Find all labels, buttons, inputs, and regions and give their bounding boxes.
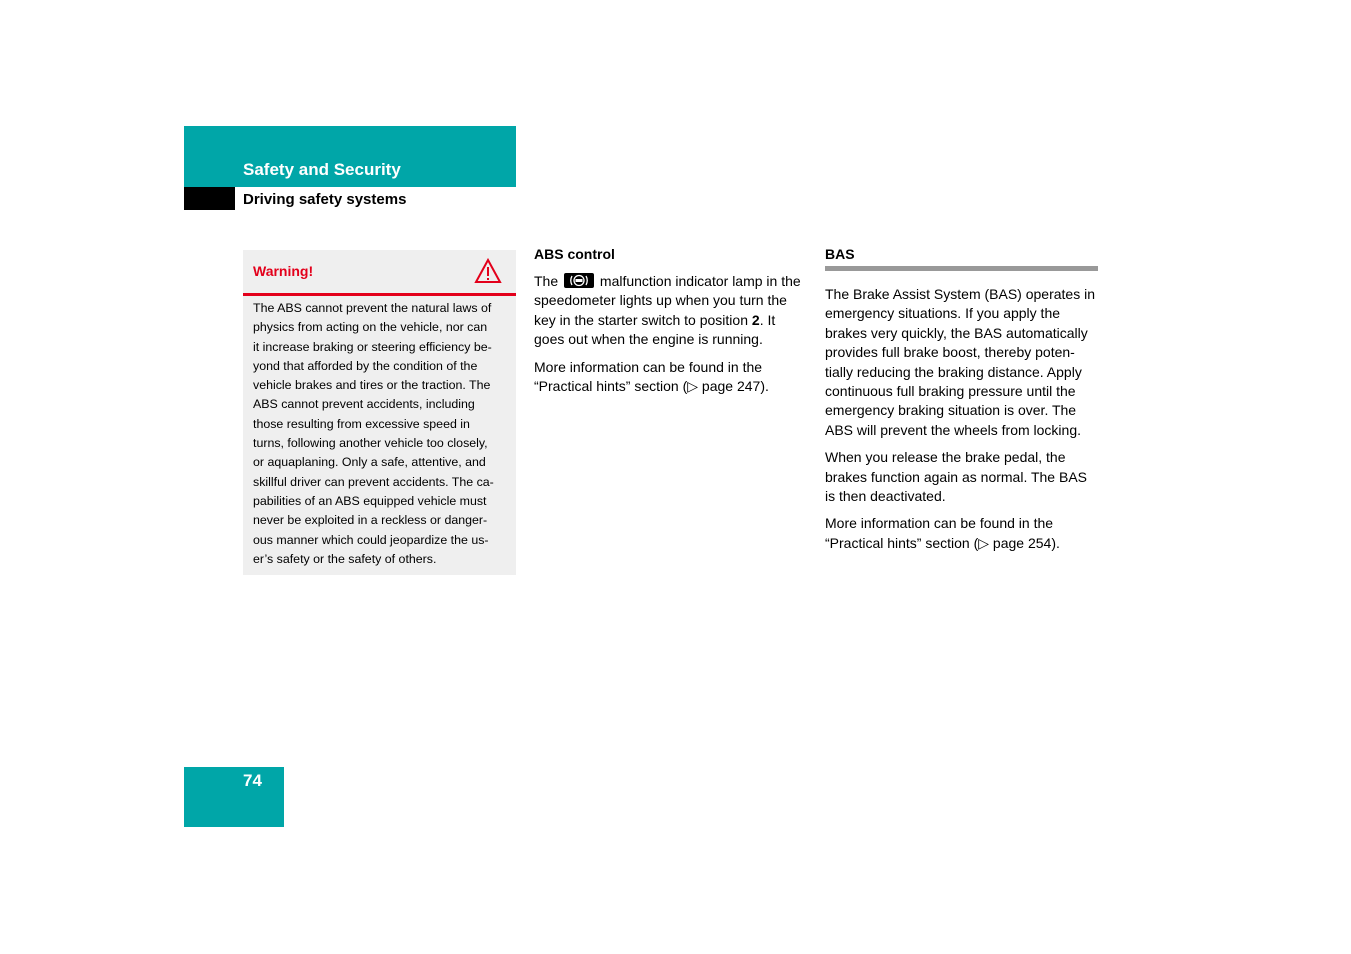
bas-heading-rule (825, 266, 1098, 271)
warning-label: Warning! (253, 263, 314, 279)
page-number-band (184, 767, 284, 827)
warning-line: vehicle brakes and tires or the traction. The (253, 378, 491, 393)
warning-line: yond that afforded by the condition of the (253, 358, 478, 373)
warning-line: ABS cannot prevent accidents, including (253, 397, 475, 412)
subsection-title: Driving safety systems (243, 191, 407, 208)
warning-line: skillful driver can prevent accidents. The ca- (253, 474, 494, 489)
warning-header (243, 250, 516, 296)
bas-section (825, 245, 1098, 561)
warning-line: it increase braking or steering efficiency be- (253, 339, 492, 354)
abs-indicator-icon (564, 273, 594, 288)
abs-control-section (534, 245, 809, 404)
warning-triangle-icon (474, 258, 502, 284)
bas-paragraph-2: When you release the brake pedal, the brakes function again as normal. The BAS is then deactivated. (825, 449, 1088, 505)
bas-paragraph-1: The Brake Assist System (BAS) operates in emergency situations. If you apply the brakes very quickly, the BAS automatically provides full brake boost, thereby poten-tially reducing the braking distance. Apply continuous full braking pressure until the emergency braking situation is over. The ABS will prevent the wheels from locking. (825, 286, 1095, 438)
bas-heading: BAS (825, 246, 855, 262)
page-number: 74 (243, 771, 262, 790)
warning-line: physics from acting on the vehicle, nor can (253, 320, 488, 335)
warning-line: pabilities of an ABS equipped vehicle must (253, 493, 487, 508)
abs-paragraph-1: The malfunction indicator lamp in the speedometer lights up when you turn the key in the starter switch to position 2. It goes out when the engine is running. (534, 273, 801, 348)
warning-text (253, 299, 509, 569)
warning-line: never be exploited in a reckless or danger- (253, 513, 488, 528)
abs-paragraph-2: More information can be found in the “Practical hints” section (▷ page 247). (534, 358, 769, 395)
warning-box (243, 250, 516, 575)
warning-line: The ABS cannot prevent the natural laws of (253, 301, 492, 315)
warning-line: those resulting from excessive speed in (253, 416, 470, 431)
section-title: Safety and Security (243, 160, 401, 179)
warning-line: ous manner which could jeopardize the us- (253, 532, 489, 547)
abs-heading: ABS control (534, 246, 615, 262)
section-marker-tab (184, 187, 235, 210)
bas-paragraph-3: More information can be found in the “Practical hints” section (▷ page 254). (825, 515, 1060, 551)
warning-line: or aquaplaning. Only a safe, attentive, and (253, 455, 486, 470)
warning-line: er’s safety or the safety of others. (253, 551, 437, 566)
warning-line: turns, following another vehicle too closely, (253, 436, 488, 451)
